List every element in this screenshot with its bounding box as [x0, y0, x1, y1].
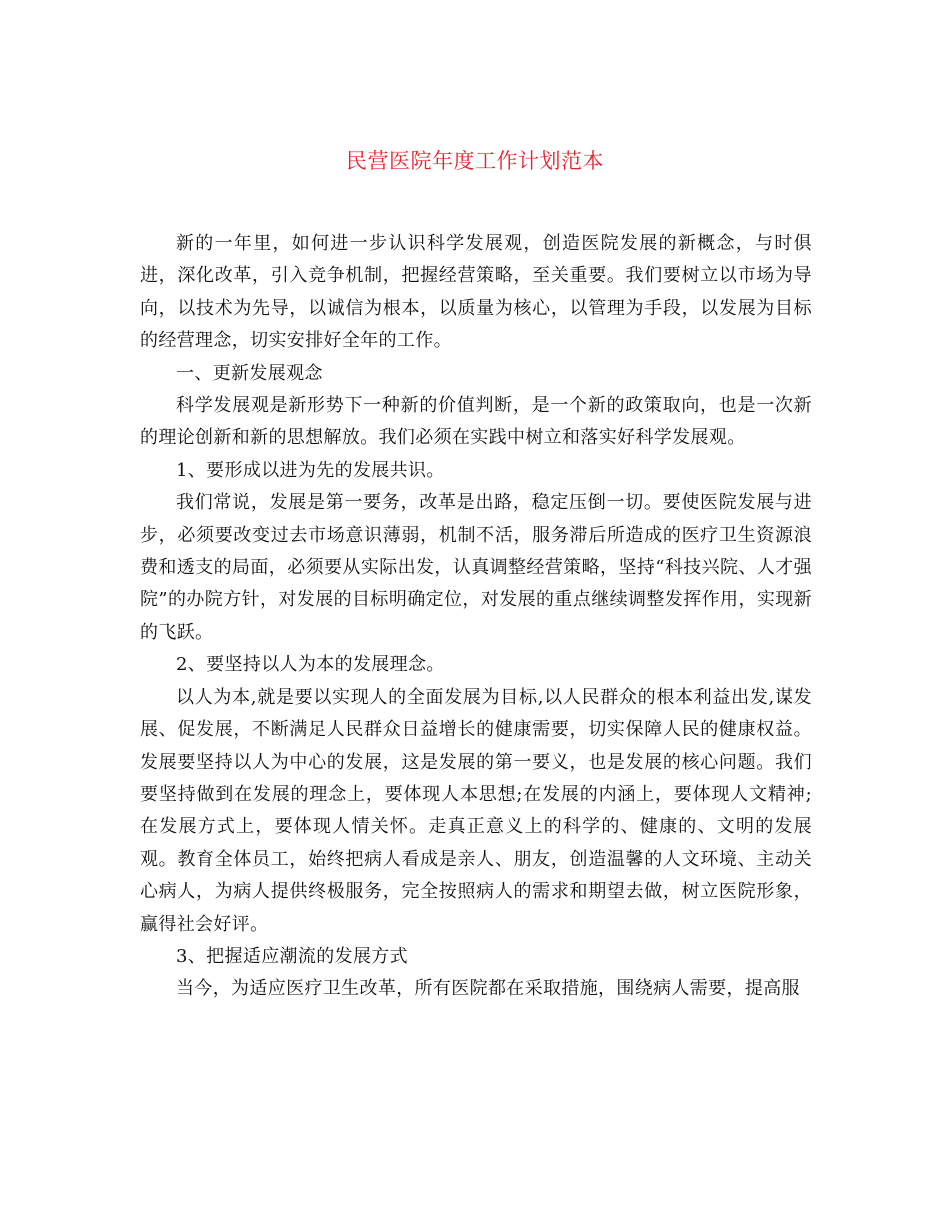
subheading-3: 3、把握适应潮流的发展方式 — [176, 945, 409, 967]
paragraph-subsection-1: 我们常说，发展是第一要务，改革是出路，稳定压倒一切。要使医院发展与进步，必须要改变过去市场意识薄弱，机制不活，服务滞后所造成的医疗卫生资源浪费和透支的局面，必须要从实际出发，认真调整经营策略，坚持“科技兴院、人才强院”的办院方针，对发展的目标明确定位，对发展的重点继续调整发挥作用，实现新的飞跃。 — [140, 492, 812, 643]
paragraph-subsection-2: 以人为本,就是要以实现人的全面发展为目标,以人民群众的根本利益出发,谋发展、促发展，不断满足人民群众日益增长的健康需要，切实保障人民的健康权益。发展要坚持以人为中心的发展，这是发展的第一要义，也是发展的核心问题。我们要坚持做到在发展的理念上，要体现人本思想;在发展的内涵上，要体现人文精神;在发展方式上，要体现人情关怀。走真正意义上的科学的、健康的、文明的发展观。教育全体员工，始终把病人看成是亲人、朋友，创造温馨的人文环境、主动关心病人，为病人提供终极服务，完全按照病人的需求和期望去做，树立医院形象，赢得社会好评。 — [140, 686, 812, 935]
document-body — [140, 228, 812, 1006]
paragraph-section-1: 科学发展观是新形势下一种新的价值判断，是一个新的政策取向，也是一次新的理论创新和新的思想解放。我们必须在实践中树立和落实好科学发展观。 — [140, 395, 812, 449]
paragraph-intro: 新的一年里，如何进一步认识科学发展观，创造医院发展的新概念，与时俱进，深化改革，引入竞争机制，把握经营策略，至关重要。我们要树立以市场为导向，以技术为先导，以诚信为根本，以质量为核心，以管理为手段，以发展为目标的经营理念，切实安排好全年的工作。 — [140, 233, 812, 352]
paragraph-subsection-3: 当今，为适应医疗卫生改革，所有医院都在采取措施，围绕病人需要，提高服 — [176, 978, 800, 1000]
document-title: 民营医院年度工作计划范本 — [346, 149, 604, 173]
section-heading-1: 一、更新发展观念 — [176, 362, 323, 384]
subheading-1: 1、要形成以进为先的发展共识。 — [176, 459, 445, 481]
subheading-2: 2、要坚持以人为本的发展理念。 — [176, 654, 445, 676]
